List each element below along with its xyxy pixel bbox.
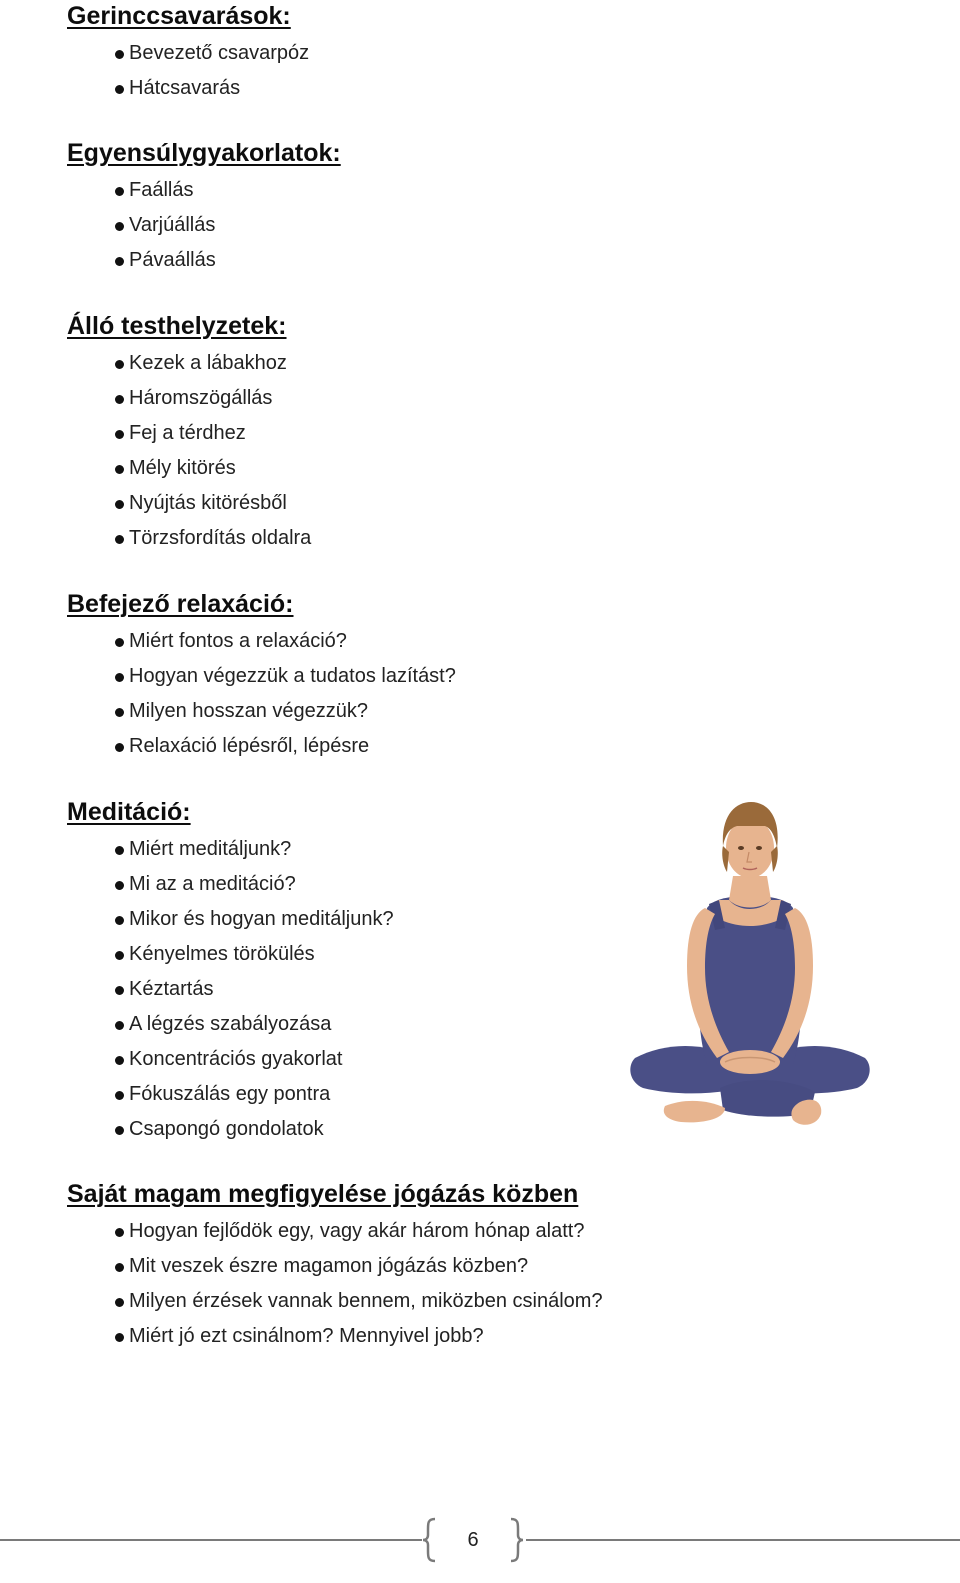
section-heading: Egyensúlygyakorlatok: — [67, 139, 341, 167]
list-item: Miért fontos a relaxáció? — [67, 624, 667, 659]
section-spinal-twists — [67, 0, 667, 106]
bullet-list — [67, 173, 667, 278]
bullet-list — [67, 36, 667, 106]
page-number: 6 — [467, 1529, 479, 1551]
meditating-woman-image — [625, 796, 875, 1141]
list-item: Hátcsavarás — [67, 71, 667, 106]
right-brace-icon — [508, 1517, 524, 1563]
list-item: Hogyan végezzük a tudatos lazítást? — [67, 659, 667, 694]
list-item: Kényelmes törökülés — [67, 937, 667, 972]
list-item: Faállás — [67, 173, 667, 208]
section-heading: Gerinccsavarások: — [67, 2, 291, 30]
list-item: Mi az a meditáció? — [67, 867, 667, 902]
list-item: Varjúállás — [67, 208, 667, 243]
list-item: Fej a térdhez — [67, 416, 667, 451]
list-item: Miért meditáljunk? — [67, 832, 667, 867]
section-self-observation — [67, 1178, 707, 1354]
list-item: Mély kitörés — [67, 451, 667, 486]
list-item: Nyújtás kitörésből — [67, 486, 667, 521]
list-item: Csapongó gondolatok — [67, 1112, 667, 1147]
list-item: Fókuszálás egy pontra — [67, 1077, 667, 1112]
list-item: Háromszögállás — [67, 381, 667, 416]
bullet-list — [67, 624, 667, 764]
section-balance-exercises — [67, 137, 667, 278]
list-item: Bevezető csavarpóz — [67, 36, 667, 71]
list-item: Miért jó ezt csinálnom? Mennyivel jobb? — [67, 1319, 707, 1354]
left-brace-icon — [422, 1517, 438, 1563]
bullet-list — [67, 346, 667, 556]
list-item: Milyen hosszan végezzük? — [67, 694, 667, 729]
list-item: Koncentrációs gyakorlat — [67, 1042, 667, 1077]
meditating-woman-icon — [625, 796, 875, 1141]
footer-rule-right — [526, 1539, 960, 1541]
footer-rule-left — [0, 1539, 422, 1541]
section-heading: Befejező relaxáció: — [67, 590, 294, 618]
page-footer — [0, 1515, 960, 1570]
list-item: Mikor és hogyan meditáljunk? — [67, 902, 667, 937]
list-item: Milyen érzések vannak bennem, miközben csinálom? — [67, 1284, 707, 1319]
list-item: Kéztartás — [67, 972, 667, 1007]
bullet-list — [67, 1214, 707, 1354]
section-standing-poses — [67, 310, 667, 556]
list-item: Törzsfordítás oldalra — [67, 521, 667, 556]
section-meditation — [67, 796, 667, 1147]
list-item: A légzés szabályozása — [67, 1007, 667, 1042]
section-final-relaxation — [67, 588, 667, 764]
list-item: Relaxáció lépésről, lépésre — [67, 729, 667, 764]
list-item: Hogyan fejlődök egy, vagy akár három hónap alatt? — [67, 1214, 707, 1249]
section-heading: Saját magam megfigyelése jógázás közben — [67, 1180, 579, 1208]
section-heading: Meditáció: — [67, 798, 191, 826]
bullet-list — [67, 832, 667, 1147]
section-heading: Álló testhelyzetek: — [67, 312, 287, 340]
list-item: Mit veszek észre magamon jógázás közben? — [67, 1249, 707, 1284]
list-item: Kezek a lábakhoz — [67, 346, 667, 381]
list-item: Pávaállás — [67, 243, 667, 278]
